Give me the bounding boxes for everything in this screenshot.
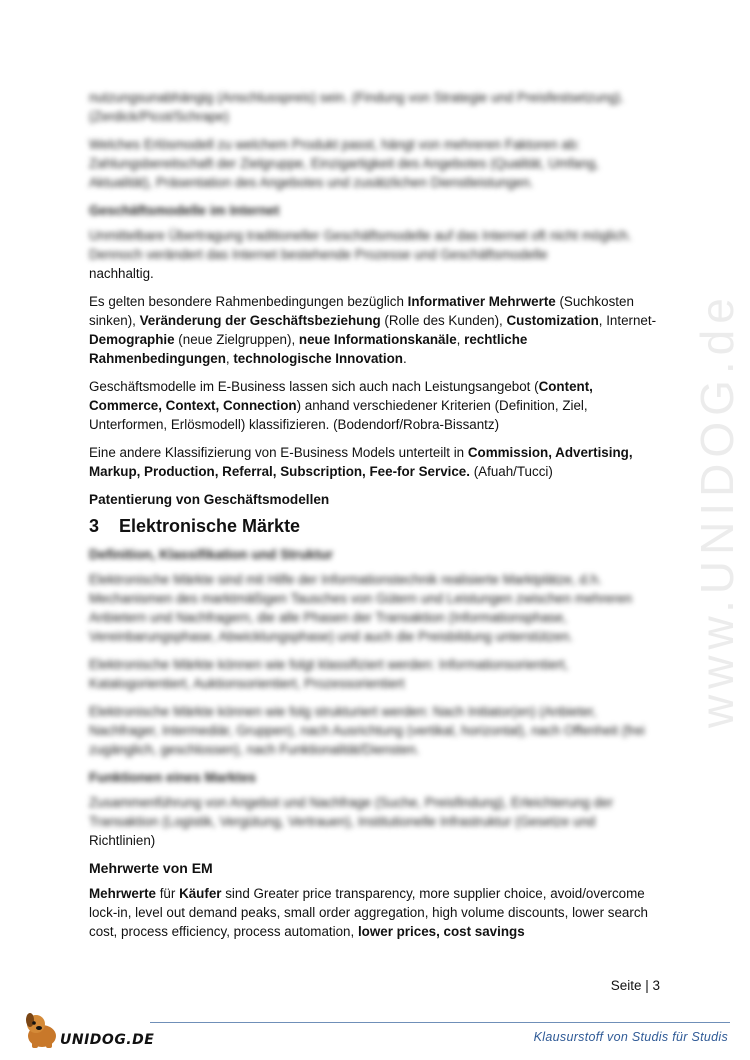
text-span: sind Greater price transparency, more supplier choice, avoid/overcome lock-in, level out demand peaks, small order aggregation, high volume discounts, lower search cost, process efficiency, process automation, — [89, 886, 648, 939]
blurred-heading: Geschäftsmodelle im Internet — [89, 203, 280, 218]
dog-icon — [22, 1012, 62, 1050]
bold-term: Veränderung der Geschäftsbeziehung — [139, 313, 381, 328]
text-span: , Internet- — [598, 313, 657, 328]
text-span: , — [225, 351, 234, 366]
paragraph-rahmenbedingungen — [89, 292, 659, 368]
bold-term: Customization — [506, 313, 599, 328]
blurred-heading: Funktionen eines Marktes — [89, 770, 256, 785]
bold-term: Käufer — [179, 886, 222, 901]
blurred-paragraph: Elektronische Märkte können wie folg strukturiert werden: Nach Initiator(en) (Anbieter, Nachfrager, Intermediär, Gruppen), nach Ausrichtung (vertikal, horizontal), nach Offenheit (frei zugänglich, geschlossen), nach Funktionalität/Diensten. — [89, 704, 645, 757]
blurred-paragraph: Unmittelbare Übertragung traditioneller Geschäftsmodelle auf das Internet oft nicht möglich. Dennoch verändert das Internet bestehende Prozesse und Geschäftsmodelle — [89, 228, 632, 262]
text-span: ) anhand verschiedener Kriterien (Definition, Ziel, Unterformen, Erlösmodell) klassifizieren. (Bodendorf/Robra-Bissantz) — [89, 398, 588, 432]
blurred-heading: Definition, Klassifikation und Struktur — [89, 547, 333, 562]
blurred-paragraph: Welches Erlösmodell zu welchem Produkt passt, hängt von mehreren Faktoren ab: Zahlungsbereitschaft der Zielgruppe, Einzigartigkeit des Angebotes (Qualität, Umfang, Aktualität), Präsentation des Angebotes und zusätzlichen Dienstleistungen. — [89, 137, 599, 190]
text-span: (Rolle des Kunden), — [380, 313, 507, 328]
paragraph-mehrwerte — [89, 884, 659, 941]
heading-patentierung: Patentierung von Geschäftsmodellen — [89, 492, 330, 507]
watermark: www.UNIDOG.de — [691, 292, 743, 728]
blurred-line: Transaktion (Logistik, Vergütung, Vertrauen), Institutionelle Infrastruktur (Gesetze und — [89, 814, 596, 829]
logo-text: UNIDOG.DE — [60, 1032, 155, 1048]
paragraph-end-text: nachhaltig. — [89, 266, 154, 281]
bold-term: Mehrwerte — [89, 886, 156, 901]
blurred-paragraph: Elektronische Märkte können wie folgt klassifiziert werden: Informationsorientiert, Katalogorientiert, Auktionsorientiert, Prozessorientiert — [89, 657, 569, 691]
page-number: Seite | 3 — [610, 978, 660, 993]
paragraph-klassifizierung — [89, 443, 659, 481]
unidog-logo — [22, 1012, 157, 1052]
heading-mehrwerte: Mehrwerte von EM — [89, 860, 213, 876]
text-span: für — [155, 886, 180, 901]
text-span: Geschäftsmodelle im E-Business lassen sich auch nach Leistungsangebot ( — [89, 379, 539, 394]
text-span: Es gelten besondere Rahmenbedingungen bezüglich — [89, 294, 408, 309]
bold-term: rechtliche Rahmenbedingungen — [89, 332, 528, 366]
section-title: Elektronische Märkte — [119, 516, 301, 536]
blurred-paragraph: nutzungsunabhängig (Anschlusspreis) sein. (Findung von Strategie und Preisfestsetzung). (Zerdick/Picot/Schrape) — [89, 90, 625, 124]
footer-tagline: Klausurstoff von Studis für Studis — [533, 1030, 728, 1044]
text-span: (neue Zielgruppen), — [174, 332, 299, 347]
bold-term: technologische Innovation — [233, 351, 403, 366]
text-span: , — [456, 332, 465, 347]
bold-term: neue Informationskanäle — [298, 332, 457, 347]
section-number: 3 — [89, 516, 100, 536]
text-span: (Suchkosten sinken), — [89, 294, 634, 328]
footer-divider — [150, 1022, 730, 1023]
text-span: . — [402, 351, 407, 366]
bold-term: Demographie — [89, 332, 175, 347]
bold-term: lower prices, cost savings — [357, 924, 525, 939]
blurred-line: Zusammenführung von Angebot und Nachfrage (Suche, Preisfindung), Erleichterung der — [89, 795, 614, 810]
paragraph-geschaeftsmodelle — [89, 377, 659, 434]
text-span: Eine andere Klassifizierung von E-Business Models unterteilt in — [89, 445, 468, 460]
bold-term: Informativer Mehrwerte — [407, 294, 556, 309]
page-content — [89, 88, 659, 950]
bold-term: Content, Commerce, Context, Connection — [89, 379, 593, 413]
paragraph-end-text: Richtlinien) — [89, 833, 156, 848]
blurred-paragraph: Elektronische Märkte sind mit Hilfe der Informationstechnik realisierte Marktplätze, d.h. Mechanismen des marktmäßigen Tausches von Gütern und Leistungen zwischen mehreren Anbietern und Nachfragern, die alle Phasen der Transaktion (Informationsphase, Vereinbarungsphase, Abwicklungsphase) und auch die Preisbildung unterstützen. — [89, 572, 633, 644]
section-heading — [89, 515, 659, 537]
text-span: (Afuah/Tucci) — [469, 464, 553, 479]
bold-term: Commission, Advertising, Markup, Production, Referral, Subscription, Fee-for Service. — [89, 445, 633, 479]
